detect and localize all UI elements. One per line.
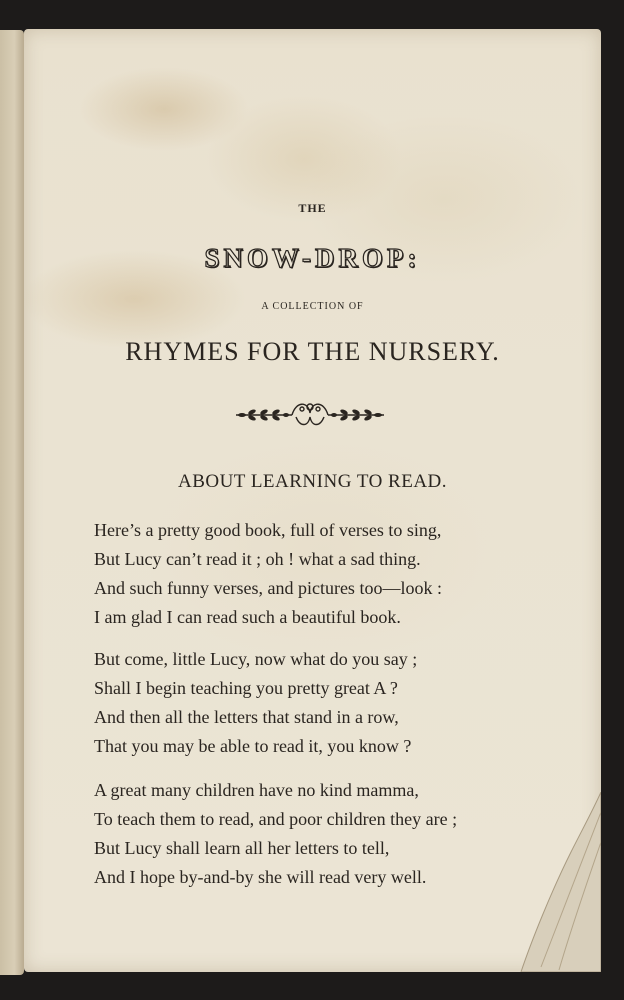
title-article: THE bbox=[298, 201, 327, 215]
book-subtitle: RHYMES FOR THE NURSERY. bbox=[125, 337, 500, 366]
stanza-1 bbox=[94, 516, 564, 632]
floral-ornament-icon bbox=[230, 395, 390, 431]
page-corner-curl bbox=[511, 792, 601, 972]
stanza-line: That you may be able to read it, you know ? bbox=[94, 736, 412, 756]
page-content bbox=[24, 29, 601, 972]
stanza-line: To teach them to read, and poor children they are ; bbox=[94, 809, 458, 829]
book-title: SNOW-DROP: bbox=[204, 243, 421, 273]
stanza-line: And such funny verses, and pictures too—look : bbox=[94, 578, 442, 598]
stanza-line: Shall I begin teaching you pretty great A ? bbox=[94, 678, 398, 698]
stanza-2 bbox=[94, 645, 564, 761]
stanza-line: A great many children have no kind mamma, bbox=[94, 780, 419, 800]
book-page bbox=[24, 29, 601, 972]
stanza-line: But Lucy shall learn all her letters to tell, bbox=[94, 838, 390, 858]
stanza-line: But come, little Lucy, now what do you say ; bbox=[94, 649, 418, 669]
collection-label: A COLLECTION OF bbox=[261, 301, 364, 312]
stanza-line: And then all the letters that stand in a row, bbox=[94, 707, 399, 727]
left-page-edge bbox=[0, 30, 24, 975]
stanza-line: Here’s a pretty good book, full of verses to sing, bbox=[94, 520, 442, 540]
stanza-3 bbox=[94, 776, 564, 892]
stanza-line: And I hope by-and-by she will read very well. bbox=[94, 867, 427, 887]
stanza-line: But Lucy can’t read it ; oh ! what a sad thing. bbox=[94, 549, 421, 569]
stanza-line: I am glad I can read such a beautiful book. bbox=[94, 607, 401, 627]
poem-title: ABOUT LEARNING TO READ. bbox=[177, 471, 448, 492]
